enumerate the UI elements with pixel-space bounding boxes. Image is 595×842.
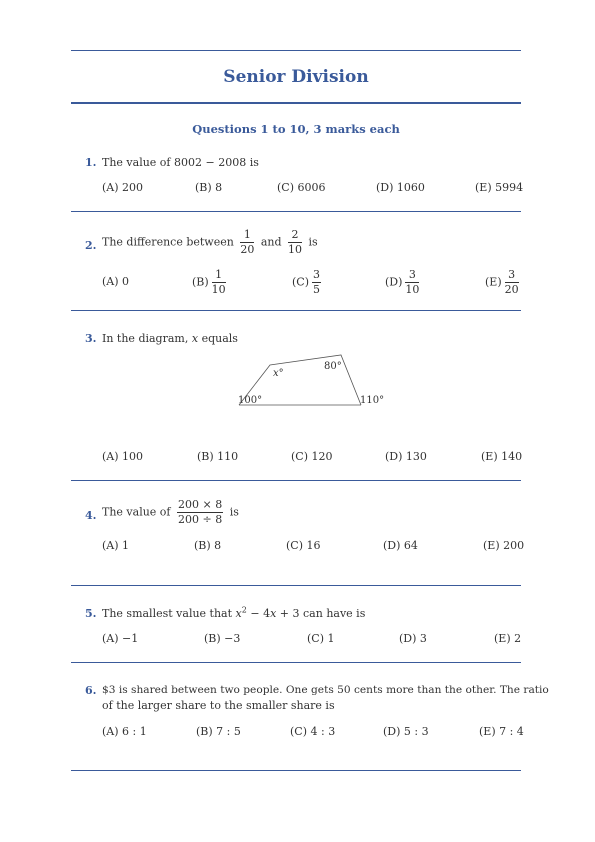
option-b[interactable]: (B) 110	[197, 450, 239, 463]
option-a[interactable]: (A) 0	[102, 275, 130, 288]
page-title: Senior Division	[223, 67, 369, 87]
question-text: The value of 8002 − 2008 is	[102, 156, 259, 169]
option-a[interactable]: (A) 1	[102, 539, 130, 552]
question-number: 5.	[85, 607, 97, 620]
top-rule	[71, 50, 521, 51]
question-text	[102, 229, 522, 256]
numerator: 1	[240, 229, 254, 243]
numerator: 200 × 8	[178, 498, 223, 511]
option-a[interactable]: (A) 200	[102, 181, 144, 194]
option-c[interactable]: (C) 16	[286, 539, 321, 552]
denominator: 10	[288, 243, 303, 256]
text-fragment: The difference between	[102, 235, 234, 249]
option-b[interactable]: (B) 8	[195, 181, 223, 194]
option-label: (D)	[385, 275, 403, 289]
math-expression: $x^2 - 4x + 3$	[235, 605, 300, 620]
numerator: 1	[212, 269, 226, 283]
denominator: 10	[405, 283, 420, 296]
fraction	[240, 229, 254, 256]
option-b[interactable]: (B) 7 : 5	[196, 725, 241, 738]
question-number: 2.	[85, 239, 97, 252]
text-line: of the larger share to the smaller share is	[102, 699, 335, 712]
option-e[interactable]	[485, 269, 522, 296]
option-c[interactable]: (C) 6006	[277, 181, 326, 194]
question-text	[102, 331, 522, 346]
question-text	[102, 683, 549, 713]
divider	[71, 662, 521, 663]
question-number: 4.	[85, 509, 97, 522]
section-subtitle: Questions 1 to 10, 3 marks each	[192, 122, 400, 136]
text-fragment: The smallest value that	[102, 607, 233, 620]
text-fragment: The value of	[102, 505, 171, 519]
option-c[interactable]: (C) 4 : 3	[290, 725, 336, 738]
option-label: (E)	[485, 275, 502, 289]
fraction	[505, 269, 519, 296]
option-d[interactable]: (D) 64	[383, 539, 418, 552]
option-label: (C)	[292, 275, 309, 289]
fraction	[312, 269, 321, 296]
numerator: 3	[313, 268, 320, 281]
divider	[71, 480, 521, 481]
option-e[interactable]: (E) 2	[494, 632, 522, 645]
text-fragment: can have is	[303, 607, 366, 620]
option-d[interactable]: (D) 3	[399, 632, 427, 645]
angle-label-110: 110°	[360, 395, 385, 406]
denominator: 10	[211, 283, 226, 296]
option-e[interactable]: (E) 5994	[475, 181, 524, 194]
denominator: 20	[240, 243, 255, 256]
question-text	[102, 606, 522, 621]
divider	[71, 211, 521, 212]
fraction	[177, 499, 223, 526]
denominator: 20	[504, 283, 519, 296]
option-a[interactable]: (A) 100	[102, 450, 144, 463]
option-b[interactable]: (B) 8	[194, 539, 222, 552]
angle-label-100: 100°	[238, 395, 263, 406]
angle-label-80: 80°	[324, 361, 342, 372]
option-e[interactable]: (E) 140	[481, 450, 523, 463]
exam-page	[71, 0, 549, 842]
divider	[71, 585, 521, 586]
option-c[interactable]	[292, 269, 324, 296]
question-text	[102, 499, 522, 526]
option-d[interactable]: (D) 130	[385, 450, 427, 463]
option-label: (B)	[192, 275, 209, 289]
numerator: 2	[288, 229, 302, 243]
option-c[interactable]: (C) 1	[307, 632, 335, 645]
numerator: 3	[505, 269, 519, 283]
option-e[interactable]: (E) 200	[483, 539, 525, 552]
angle-label-x: x°	[273, 368, 284, 379]
fraction	[405, 269, 419, 296]
question-number: 6.	[85, 684, 97, 697]
numerator: 3	[405, 269, 419, 283]
option-b[interactable]	[192, 269, 229, 296]
option-d[interactable]: (D) 5 : 3	[383, 725, 429, 738]
bottom-rule	[71, 770, 521, 771]
text-fragment: equals	[201, 332, 238, 345]
question-number: 3.	[85, 332, 97, 345]
option-d[interactable]: (D) 1060	[376, 181, 425, 194]
option-d[interactable]	[385, 269, 422, 296]
option-a[interactable]: (A) −1	[102, 632, 139, 645]
text-line: $3 is shared between two people. One gets 50 cents more than the other. The ratio	[102, 684, 549, 696]
option-b[interactable]: (B) −3	[204, 632, 241, 645]
divider	[71, 310, 521, 311]
fraction	[288, 229, 302, 256]
text-fragment: is	[308, 235, 318, 249]
title-rule	[71, 102, 521, 104]
option-a[interactable]: (A) 6 : 1	[102, 725, 147, 738]
text-fragment: In the diagram,	[102, 332, 189, 345]
question-number: 1.	[85, 156, 97, 169]
quadrilateral-diagram	[71, 351, 521, 441]
denominator: 5	[313, 283, 320, 296]
denominator: 200 ÷ 8	[178, 513, 223, 526]
fraction	[212, 269, 226, 296]
text-fragment: is	[229, 505, 239, 519]
text-fragment: and	[260, 235, 282, 249]
option-e[interactable]: (E) 7 : 4	[479, 725, 524, 738]
variable-x: x	[191, 332, 199, 345]
option-c[interactable]: (C) 120	[291, 450, 333, 463]
